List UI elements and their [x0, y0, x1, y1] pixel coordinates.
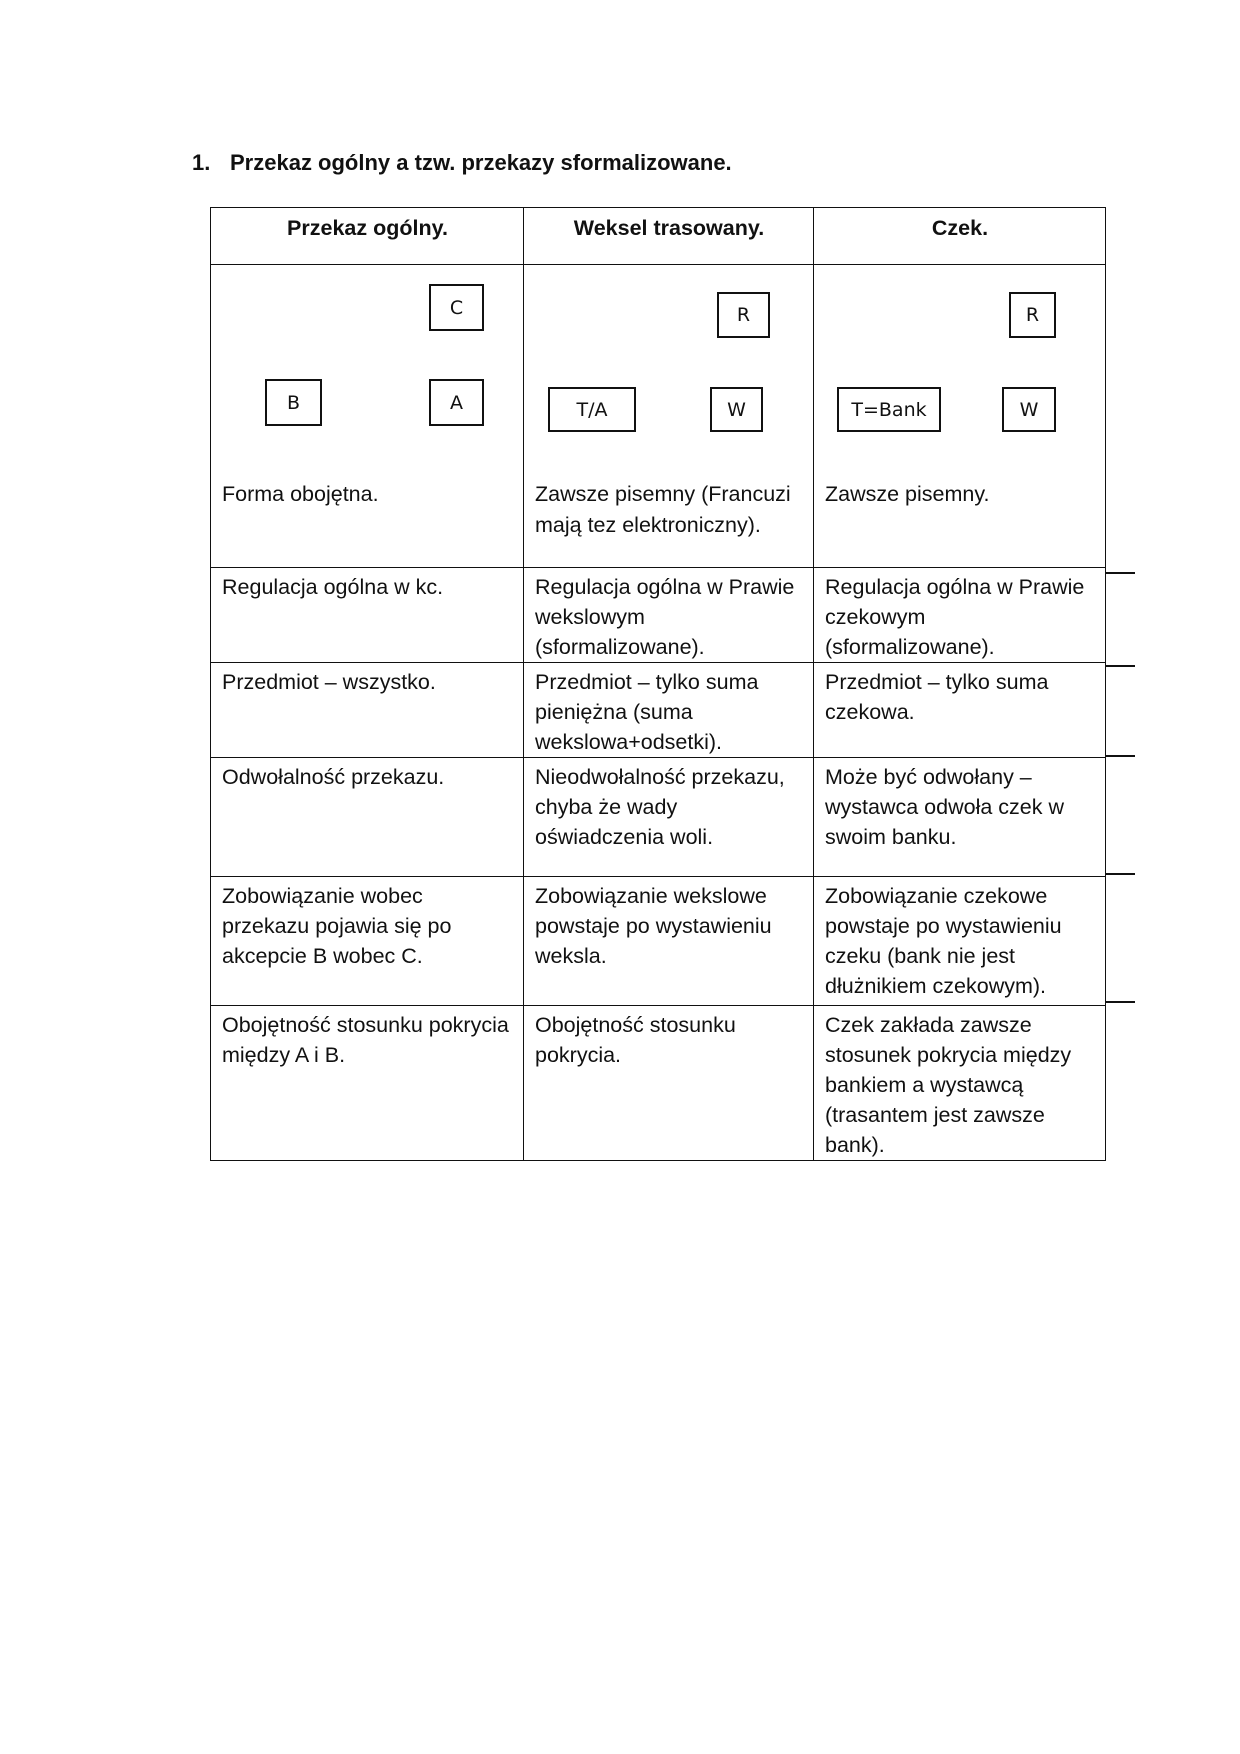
table-cell: Regulacja ogólna w Prawie wekslowym (sformalizowane).: [535, 575, 795, 659]
row-divider-extension: [1105, 755, 1135, 757]
table-cell: Nieodwołalność przekazu, chyba że wady oświadczenia woli.: [535, 765, 785, 849]
row-divider-extension: [1105, 572, 1135, 574]
party-box-b: B: [265, 379, 322, 426]
party-box-t-bank: T=Bank: [837, 387, 941, 432]
comparison-table: [210, 207, 1106, 1161]
heading-number: 1.: [192, 150, 211, 175]
party-box-r: R: [1009, 292, 1056, 338]
row-divider-extension: [1105, 873, 1135, 875]
table-cell: Regulacja ogólna w Prawie czekowym (sformalizowane).: [825, 575, 1085, 659]
party-box-c: C: [429, 284, 484, 331]
table-cell: Przedmiot – tylko suma pieniężna (suma wekslowa+odsetki).: [535, 670, 759, 754]
heading-text: Przekaz ogólny a tzw. przekazy sformalizowane.: [230, 150, 732, 175]
form-caption: Zawsze pisemny (Francuzi mają tez elektroniczny).: [535, 482, 791, 537]
column-header-weksel: Weksel trasowany.: [524, 208, 814, 265]
table-cell: Regulacja ogólna w kc.: [222, 575, 444, 599]
header-row: [211, 208, 1106, 265]
party-box-a: A: [429, 379, 484, 426]
table-cell: Zobowiązanie wekslowe powstaje po wystawieniu weksla.: [535, 884, 772, 968]
row-divider-extension: [1105, 665, 1135, 667]
table-cell: Zobowiązanie wobec przekazu pojawia się po akcepcie B wobec C.: [222, 884, 452, 968]
diagram-cell-weksel: [524, 265, 814, 568]
table-row: [211, 663, 1106, 758]
party-box-ta: T/A: [548, 387, 636, 432]
table-cell: Przedmiot – wszystko.: [222, 670, 436, 694]
table-cell: Odwołalność przekazu.: [222, 765, 445, 789]
table-row: [211, 877, 1106, 1006]
form-caption: Forma obojętna.: [222, 482, 379, 506]
table-cell: Przedmiot – tylko suma czekowa.: [825, 670, 1049, 724]
table-row: [211, 758, 1106, 877]
party-box-r: R: [717, 292, 770, 338]
table-row: [211, 1006, 1106, 1161]
form-caption: Zawsze pisemny.: [825, 482, 990, 506]
column-header-przekaz: Przekaz ogólny.: [211, 208, 524, 265]
table-cell: Obojętność stosunku pokrycia między A i B.: [222, 1013, 509, 1067]
section-heading: [192, 150, 732, 176]
table-cell: Może być odwołany – wystawca odwoła czek w swoim banku.: [825, 765, 1064, 849]
table-row: [211, 568, 1106, 663]
diagram-cell-przekaz: [211, 265, 524, 568]
table-cell: Obojętność stosunku pokrycia.: [535, 1013, 736, 1067]
diagram-cell-czek: [814, 265, 1106, 568]
diagram-row: [211, 265, 1106, 568]
party-box-w: W: [710, 387, 763, 432]
column-header-czek: Czek.: [814, 208, 1106, 265]
row-divider-extension: [1105, 1001, 1135, 1003]
table-cell: Zobowiązanie czekowe powstaje po wystawieniu czeku (bank nie jest dłużnikiem czekowym).: [825, 884, 1062, 998]
party-box-w: W: [1002, 387, 1056, 432]
table-cell: Czek zakłada zawsze stosunek pokrycia między bankiem a wystawcą (trasantem jest zawsze bank).: [825, 1013, 1072, 1157]
